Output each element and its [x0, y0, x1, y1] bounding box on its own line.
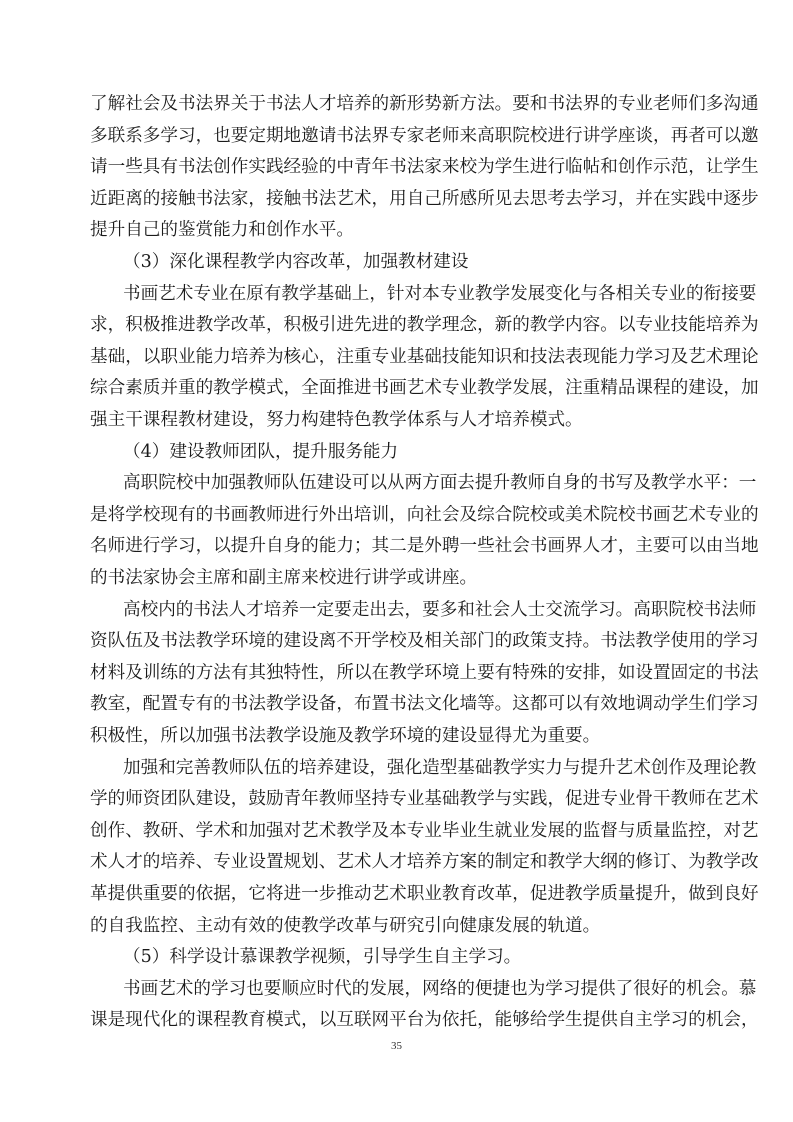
text-line: 综合素质并重的教学模式，全面推进书画艺术专业教学发展，注重精品课程的建设，加	[90, 378, 759, 399]
text-line: （5）科学设计慕课教学视频，引导学生自主学习。	[123, 947, 522, 968]
page-number: 35	[391, 1040, 402, 1052]
text-line: （3）深化课程教学内容改革，加强教材建设	[123, 252, 469, 272]
text-line: 名师进行学习，以提升自身的能力；其二是外聘一些社会书画界人才，主要可以由当地	[90, 536, 759, 557]
text-line: 课是现代化的课程教育模式，以互联网平台为依托，能够给学生提供自主学习的机会，	[90, 1010, 759, 1031]
text-line: 资队伍及书法教学环境的建设离不开学校及相关部门的政策支持。书法教学使用的学习	[90, 631, 759, 652]
text-line: 创作、教研、学术和加强对艺术教学及本专业毕业生就业发展的监督与质量监控，对艺	[90, 820, 759, 841]
text-line: 求，积极推进教学改革，积极引进先进的教学理念，新的教学内容。以专业技能培养为	[90, 315, 759, 336]
text-line: 的自我监控、主动有效的使教学改革与研究引向健康发展的轨道。	[90, 915, 601, 936]
text-line: 积极性，所以加强书法教学设施及教学环境的建设显得尤为重要。	[90, 726, 601, 746]
text-line: （4）建设教师团队，提升服务能力	[123, 441, 399, 462]
text-line: 书画艺术的学习也要顺应时代的发展，网络的便捷也为学习提供了很好的机会。慕	[123, 978, 757, 999]
text-line: 材料及训练的方法有其独特性，所以在教学环境上要有特殊的安排，如设置固定的书法	[90, 662, 759, 683]
text-line: 是将学校现有的书画教师进行外出培训，向社会及综合院校或美术院校书画艺术专业的	[90, 504, 759, 525]
text-line: 强主干课程教材建设，努力构建特色教学体系与人才培养模式。	[90, 410, 583, 430]
text-line: 了解社会及书法界关于书法人才培养的新形势新方法。要和书法界的专业老师们多沟通	[90, 94, 759, 114]
text-line: 教室，配置专有的书法教学设备，布置书法文化墙等。这都可以有效地调动学生们学习	[90, 694, 759, 715]
text-line: 革提供重要的依据，它将进一步推动艺术职业教育改革，促进教学质量提升，做到良好	[90, 884, 759, 904]
text-line: 请一些具有书法创作实践经验的中青年书法家来校为学生进行临帖和创作示范，让学生	[90, 157, 759, 178]
text-line: 高校内的书法人才培养一定要走出去，要多和社会人士交流学习。高职院校书法师	[123, 599, 757, 620]
text-line: 学的师资团队建设，鼓励青年教师坚持专业基础教学与实践，促进专业骨干教师在艺术	[90, 789, 759, 810]
text-line: 书画艺术专业在原有教学基础上，针对本专业教学发展变化与各相关专业的衔接要	[123, 283, 757, 304]
text-line: 多联系多学习，也要定期地邀请书法界专家老师来高职院校进行讲学座谈，再者可以邀	[90, 125, 759, 146]
text-line: 的书法家协会主席和副主席来校进行讲学或讲座。	[90, 568, 478, 588]
text-line: 基础，以职业能力培养为核心，注重专业基础技能知识和技法表现能力学习及艺术理论	[90, 346, 759, 367]
text-line: 术人才的培养、专业设置规划、艺术人才培养方案的制定和教学大纲的修订、为教学改	[90, 852, 759, 873]
text-line: 近距离的接触书法家，接触书法艺术，用自己所感所见去思考去学习，并在实践中逐步	[90, 188, 759, 209]
text-line: 提升自己的鉴赏能力和创作水平。	[90, 220, 354, 241]
text-line: 高职院校中加强教师队伍建设可以从两方面去提升教师自身的书写及教学水平：一	[123, 473, 757, 494]
text-line: 加强和完善教师队伍的培养建设，强化造型基础教学实力与提升艺术创作及理论教	[123, 757, 757, 778]
